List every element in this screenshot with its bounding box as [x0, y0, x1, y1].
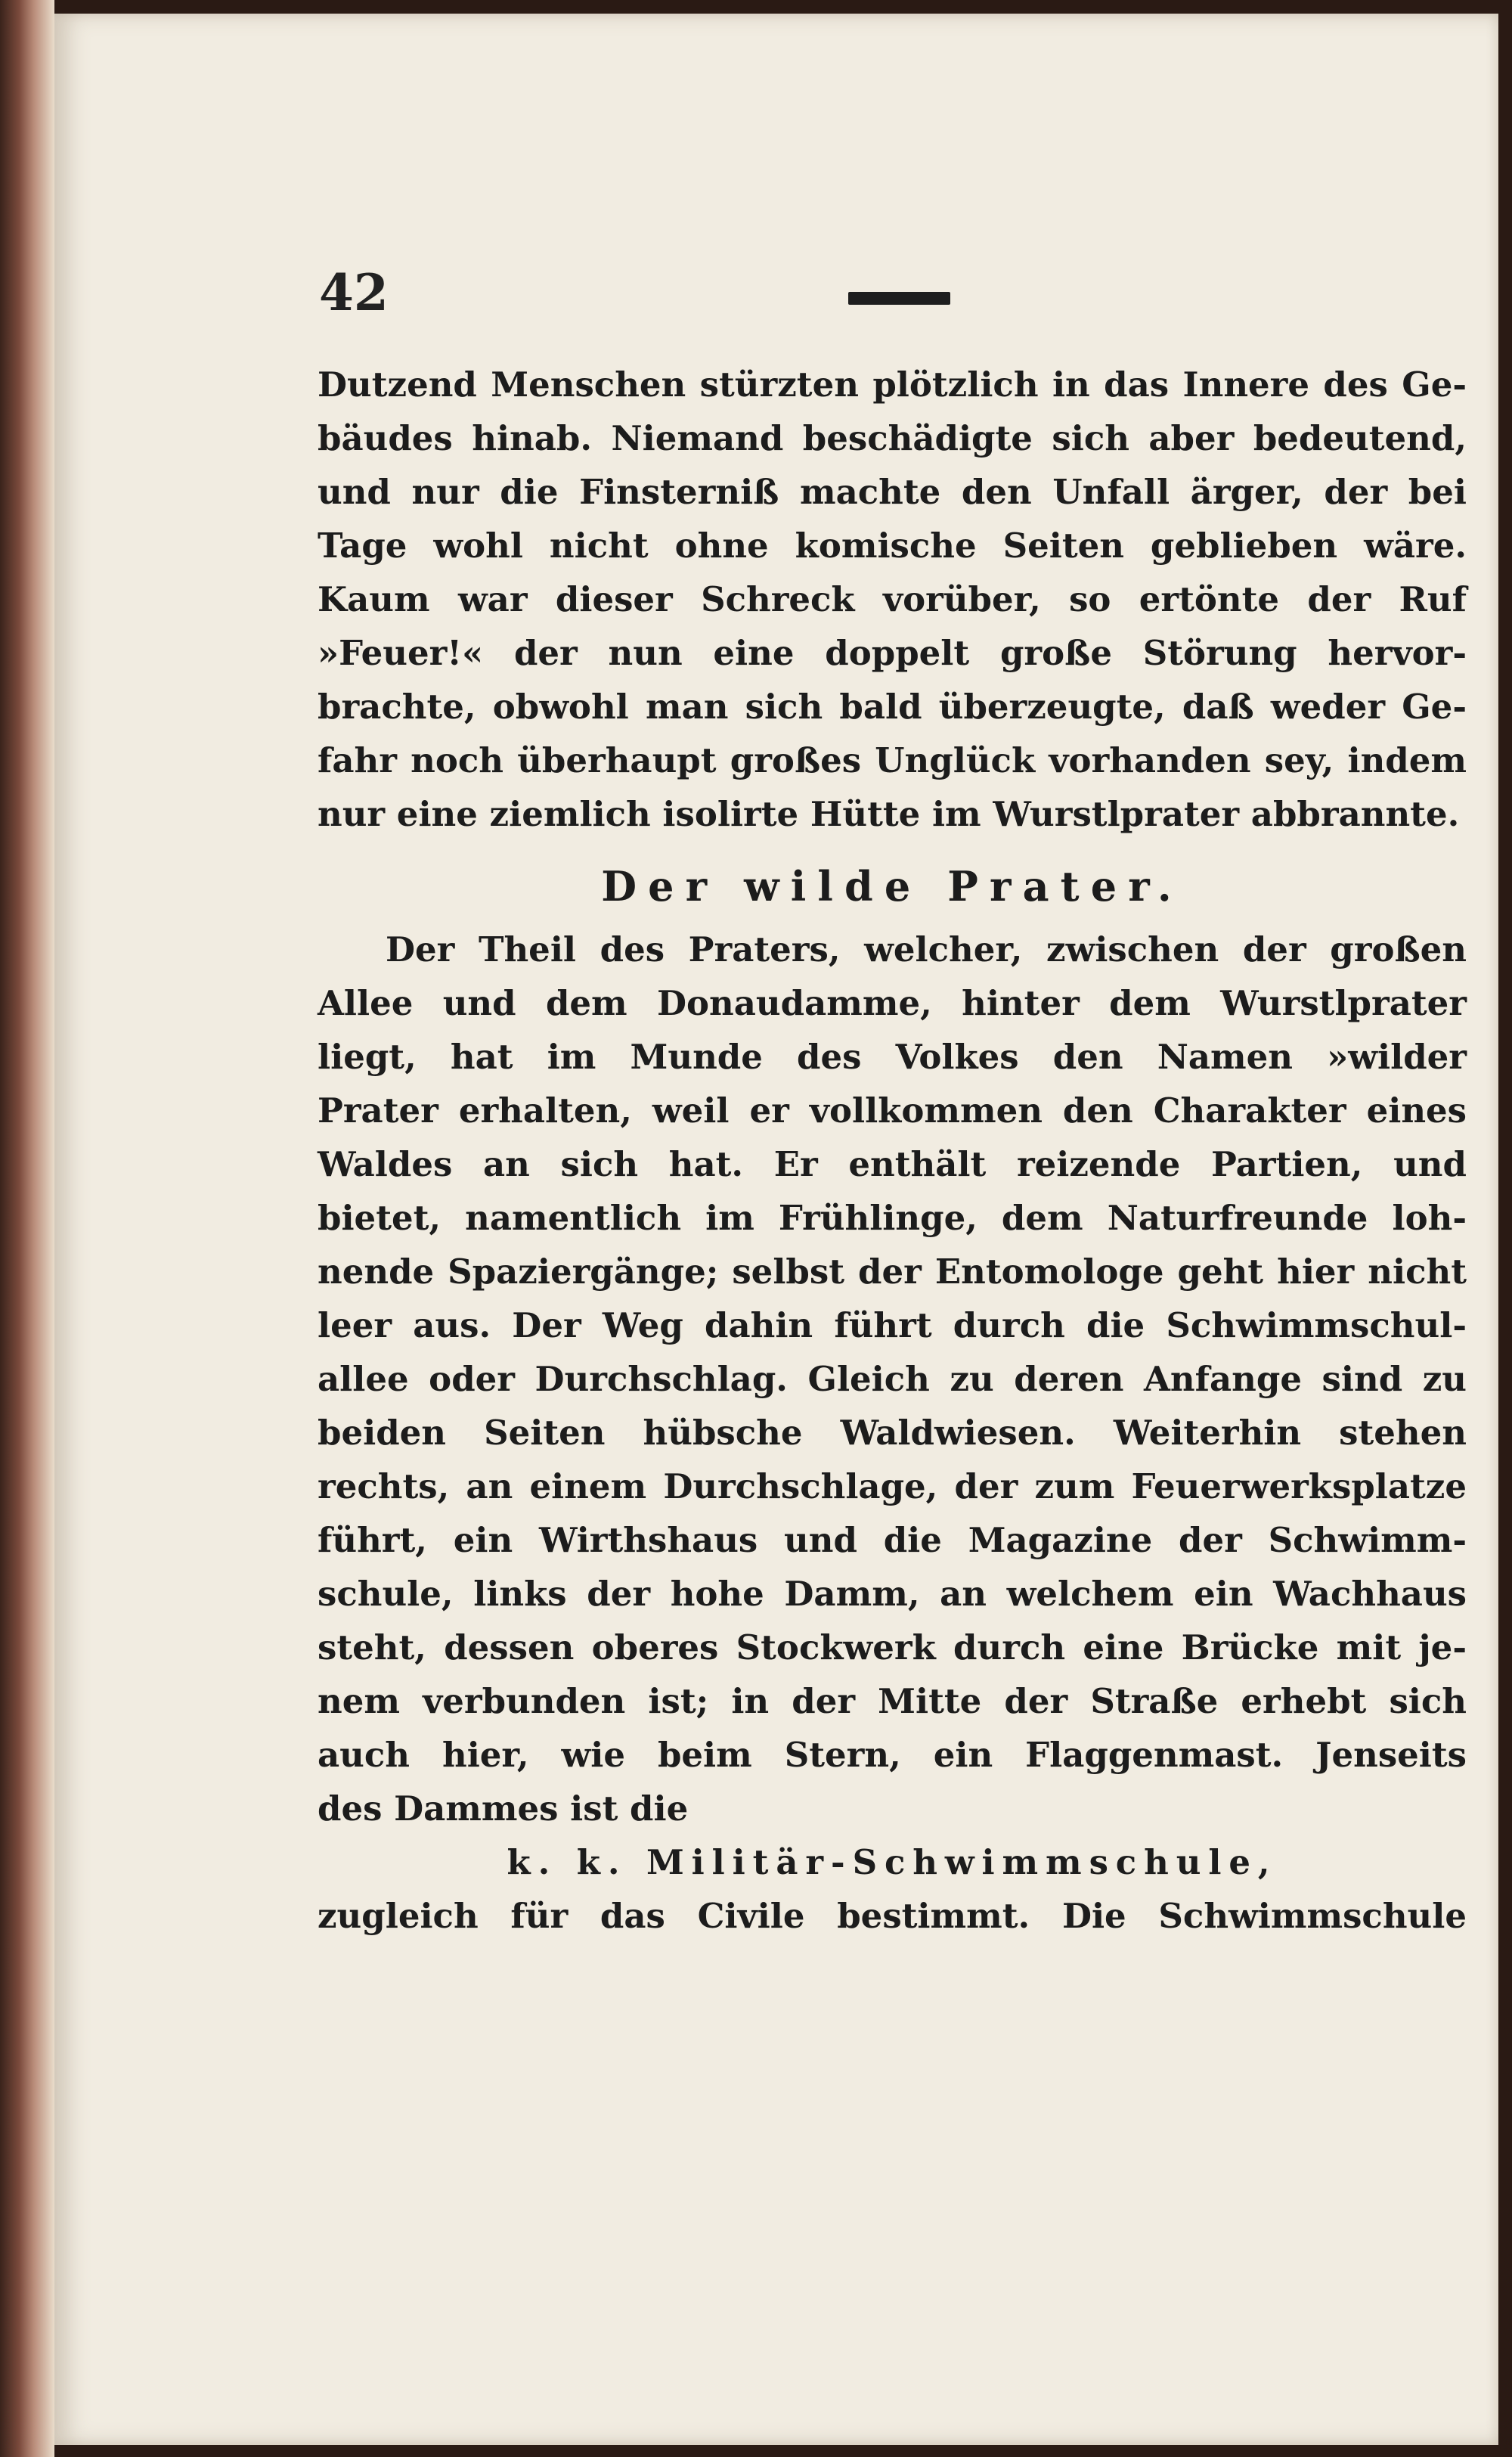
section-heading: Der wilde Prater. — [601, 862, 1183, 911]
text-line: schule, links der hohe Damm, an welchem ein Wachhaus — [318, 1574, 1467, 1614]
text-line: leer aus. Der Weg dahin führt durch die Schwimmschul- — [318, 1305, 1467, 1345]
paragraph-3 — [318, 1889, 1467, 1943]
subheading: k. k. Militär-Schwimmschule, — [507, 1842, 1278, 1882]
text-line: Der Theil des Praters, welcher, zwischen der großen — [386, 929, 1467, 969]
text-line: rechts, an einem Durchschlage, der zum Feuerwerksplatze — [318, 1466, 1467, 1506]
text-line: liegt, hat im Munde des Volkes den Namen »wilder — [318, 1037, 1467, 1077]
text-line: nende Spaziergänge; selbst der Entomologe geht hier nicht — [318, 1252, 1467, 1292]
text-line: fahr noch überhaupt großes Unglück vorhanden sey, indem — [318, 740, 1467, 780]
page-text — [318, 358, 1467, 1943]
text-line: bietet, namentlich im Frühlinge, dem Naturfreunde loh- — [318, 1198, 1467, 1238]
book-page — [54, 14, 1498, 2445]
text-line: beiden Seiten hübsche Waldwiesen. Weiterhin stehen — [318, 1413, 1467, 1453]
text-line: auch hier, wie beim Stern, ein Flaggenmast. Jenseits — [318, 1735, 1467, 1775]
text-line: allee oder Durchschlag. Gleich zu deren Anfange sind zu — [318, 1359, 1467, 1399]
text-line: des Dammes ist die — [318, 1788, 689, 1829]
paragraph-2 — [318, 923, 1467, 1835]
paragraph-1 — [318, 358, 1467, 841]
text-line: »Feuer!« der nun eine doppelt große Störung hervor- — [318, 633, 1467, 673]
text-line: Waldes an sich hat. Er enthält reizende Partien, und — [318, 1144, 1467, 1184]
text-line: und nur die Finsterniß machte den Unfall ärger, der bei — [318, 472, 1467, 512]
text-line: Tage wohl nicht ohne komische Seiten geblieben wäre. — [318, 526, 1467, 566]
text-line: nur eine ziemlich isolirte Hütte im Wurstlprater abbrannte. — [318, 794, 1460, 834]
text-line: Kaum war dieser Schreck vorüber, so ertönte der Ruf — [318, 579, 1467, 619]
text-line: zugleich für das Civile bestimmt. Die Schwimmschule — [318, 1896, 1467, 1936]
text-line: bäudes hinab. Niemand beschädigte sich aber bedeutend, — [318, 418, 1467, 458]
text-line: nem verbunden ist; in der Mitte der Straße erhebt sich — [318, 1681, 1467, 1721]
text-line: Dutzend Menschen stürzten plötzlich in das Innere des Ge- — [318, 365, 1467, 405]
text-line: steht, dessen oberes Stockwerk durch eine Brücke mit je- — [318, 1627, 1467, 1667]
text-line: Allee und dem Donaudamme, hinter dem Wurstlprater — [318, 983, 1467, 1023]
book-binding-edge — [0, 0, 54, 2457]
text-line: Prater erhalten, weil er vollkommen den Charakter eines — [318, 1090, 1467, 1131]
text-line: führt, ein Wirthshaus und die Magazine der Schwimm- — [318, 1520, 1467, 1560]
header-rule — [848, 292, 950, 305]
text-line: brachte, obwohl man sich bald überzeugte, daß weder Ge- — [318, 687, 1467, 727]
page-number: 42 — [319, 263, 389, 322]
